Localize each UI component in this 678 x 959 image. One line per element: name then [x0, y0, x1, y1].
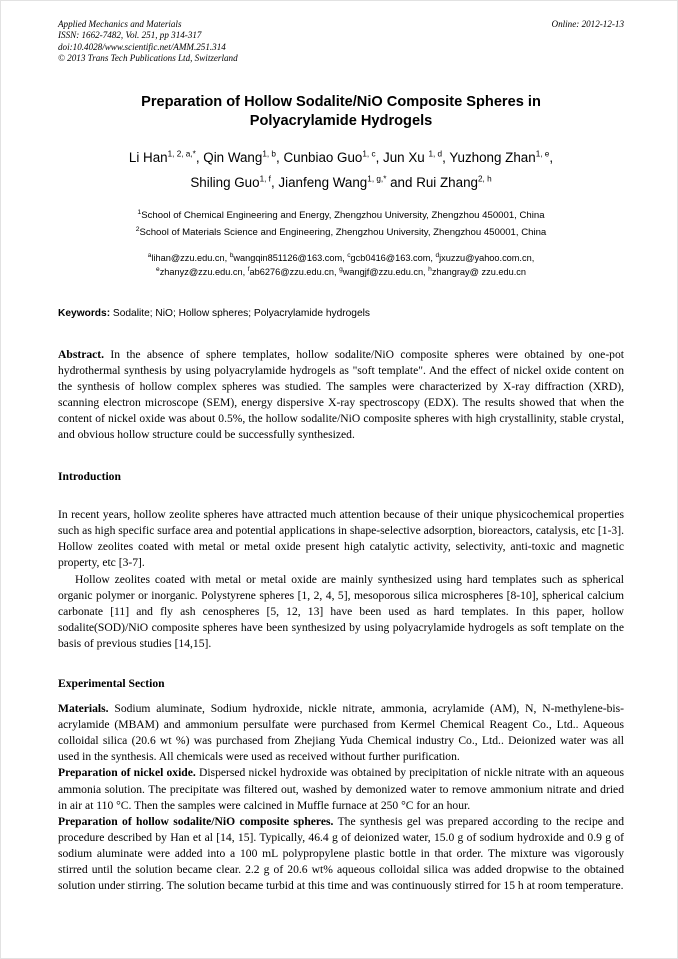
composite-spheres-paragraph [58, 814, 624, 894]
affiliation-marker: 2 [135, 225, 140, 233]
nickel-oxide-label: Preparation of nickel oxide. [58, 766, 196, 780]
abstract [58, 347, 624, 444]
email-marker: c [347, 251, 351, 259]
author-separator: , [549, 149, 554, 165]
author-affiliation-marker: 1, 2, a,* [167, 149, 196, 159]
composite-spheres-label: Preparation of hollow sodalite/NiO composite spheres. [58, 814, 334, 828]
author-name: Jun Xu [383, 149, 429, 165]
author-separator: , [276, 149, 284, 165]
email-address: wangqin851126@163.com, [233, 252, 348, 263]
email-marker: f [247, 265, 250, 273]
affiliation-list [58, 207, 624, 241]
materials-label: Materials. [58, 702, 109, 716]
abstract-label: Abstract. [58, 347, 105, 361]
materials-paragraph [58, 701, 624, 765]
email-address: wangjf@zzu.edu.cn, [342, 266, 429, 277]
author-affiliation-marker: 2, h [477, 174, 492, 184]
author-separator: , [195, 149, 204, 165]
keywords [58, 307, 624, 321]
keywords-value: Sodalite; NiO; Hollow spheres; Polyacrylamide hydrogels [110, 307, 370, 319]
abstract-text: In the absence of sphere templates, hollow sodalite/NiO composite spheres were obtained by one-pot hydrothermal synthesis by using polyacrylamide hydrogels as "soft template". And the effect of nickel oxide content on the synthesis of hollow complex spheres was studied. The samples were characterized by X-ray diffraction (XRD), scanning electron microscope (SEM), energy dispersive X-ray spectroscopy (EDX). The results showed that when the content of nickel oxide was about 0.5%, the hollow sodalite/NiO composite spheres with high crystallinity, stable crystal, and obvious hollow structure could be successfully synthesized. [58, 347, 624, 442]
author-name: Yuzhong Zhan [449, 149, 536, 165]
keywords-label: Keywords: [58, 307, 111, 319]
author-affiliation-marker: 1, g,* [367, 174, 387, 184]
email-address: lihan@zzu.edu.cn, [151, 252, 230, 263]
author-separator: and [386, 174, 417, 190]
affiliation-marker: 1 [137, 208, 142, 216]
author-name: Jianfeng Wang [278, 174, 368, 190]
introduction-paragraph-1: In recent years, hollow zeolite spheres have attracted much attention because of their unique physicochemical properties such as high specific surface area and potential applications in shape-selective adsorption, bioreactors, catalysis, etc [1-3]. Hollow zeolites coated with metal or metal oxide present high catalytic activity, selectivity, anti-toxic and magnetic property, etc [3-7]. [58, 508, 624, 570]
affiliation-item [58, 224, 624, 241]
email-address: zhangray@ zzu.edu.cn [431, 266, 526, 277]
email-list [58, 251, 624, 279]
journal-issn: ISSN: 1662-7482, Vol. 251, pp 314-317 [58, 30, 202, 41]
experimental-heading: Experimental Section [58, 677, 165, 691]
author-name: Rui Zhang [416, 174, 478, 190]
email-marker: b [229, 251, 234, 259]
author-name: Shiling Guo [190, 174, 260, 190]
author-separator: , [442, 149, 450, 165]
affiliation-item [58, 207, 624, 224]
introduction-paragraph-2: Hollow zeolites coated with metal or metal oxide are mainly synthesized using hard templates such as spherical organic polymer or inorganic. Polystyrene spheres [1, 2, 4, 5], mesoporous silica microspheres [8-10], spherical calcium carbonate [11] and fly ash cenospheres [5, 12, 13] have been used as hard templates. In this paper, hollow sodalite(SOD)/NiO composite spheres have been synthesized by using polyacrylamide hydrogels as soft template on the basis of previous studies [14,15]. [58, 572, 624, 650]
materials-text: Sodium aluminate, Sodium hydroxide, nickle nitrate, ammonia, acrylamide (AM), N, N-methylene-bis-acrylamide (MBAM) and ammonium persulfate were purchased from Kermel Chemical Reagent Co., Ltd.. Aqueous colloidal silica (20.6 wt %) was purchased from Zhejiang Yuda Chemical industry Co., Ltd.. Deionized water was all used in the synthesis. All chemicals were used as received without further purification. [58, 702, 624, 764]
author-line-1 [64, 145, 618, 170]
journal-header [58, 19, 624, 65]
nickel-oxide-text: Dispersed nickel hydroxide was obtained by precipitation of nickle nitrate with an aqueous ammonia solution. The precipitate was filtered out, washed by demonized water to remove ammonium nitrate and dried in air at 110 °C. Then the samples were calcined in Muffle furnace at 250 °C for an hour. [58, 766, 624, 812]
email-address: ab6276@zzu.edu.cn, [249, 266, 340, 277]
email-address: gcb0416@163.com, [350, 252, 436, 263]
email-line-1 [66, 251, 616, 265]
author-list [58, 145, 624, 195]
author-affiliation-marker: 1, b [262, 149, 276, 159]
journal-name: Applied Mechanics and Materials [58, 19, 182, 29]
email-marker: a [147, 251, 152, 259]
email-line-2 [66, 265, 616, 279]
author-name: Cunbiao Guo [283, 149, 363, 165]
journal-doi: doi:10.4028/www.scientific.net/AMM.251.314 [58, 41, 226, 52]
email-marker: g [339, 265, 343, 273]
page-content [58, 19, 624, 894]
author-line-2 [64, 170, 618, 195]
affiliation-text: School of Chemical Engineering and Energy, Zhengzhou University, Zhengzhou 450001, China [141, 209, 545, 221]
affiliation-text: School of Materials Science and Engineering, Zhengzhou University, Zhengzhou 450001, China [139, 226, 547, 238]
email-marker: h [428, 265, 432, 273]
author-affiliation-marker: 1, e [535, 149, 550, 159]
nickel-oxide-paragraph [58, 765, 624, 813]
author-name: Li Han [128, 149, 168, 165]
online-date: Online: 2012-12-13 [551, 19, 624, 29]
author-affiliation-marker: 1, d [428, 149, 443, 159]
paper-title: Preparation of Hollow Sodalite/NiO Composite Spheres in Polyacrylamide Hydrogels [141, 93, 541, 129]
email-address: jxuzzu@yahoo.com.cn, [439, 252, 535, 263]
composite-spheres-text: The synthesis gel was prepared according to the recipe and procedure described by Han et al [14, 15]. Typically, 46.4 g of deionized water, 15.0 g of sodium hydroxide and 0.9 g of sodium aluminate were added into a 100 mL polypropylene plastic bottle in that order. The mixture was vigorously stirred until the solution became clear. 2.2 g of 20.6 wt% aqueous colloidal silica was added dropwise to the obtained solution under stirring. The solution became turbid at this time and was continuously stirred for 15 h at room temperature. [58, 814, 624, 893]
author-separator: , [375, 149, 384, 165]
author-affiliation-marker: 1, c [362, 149, 376, 159]
author-affiliation-marker: 1, f [259, 174, 271, 184]
email-marker: d [435, 251, 440, 259]
author-name: Qin Wang [203, 149, 263, 165]
introduction-heading: Introduction [58, 470, 121, 484]
author-separator: , [270, 174, 279, 190]
email-address: zhanyz@zzu.edu.cn, [159, 266, 248, 277]
journal-copyright: © 2013 Trans Tech Publications Ltd, Switzerland [58, 53, 238, 64]
email-marker: e [156, 265, 160, 273]
